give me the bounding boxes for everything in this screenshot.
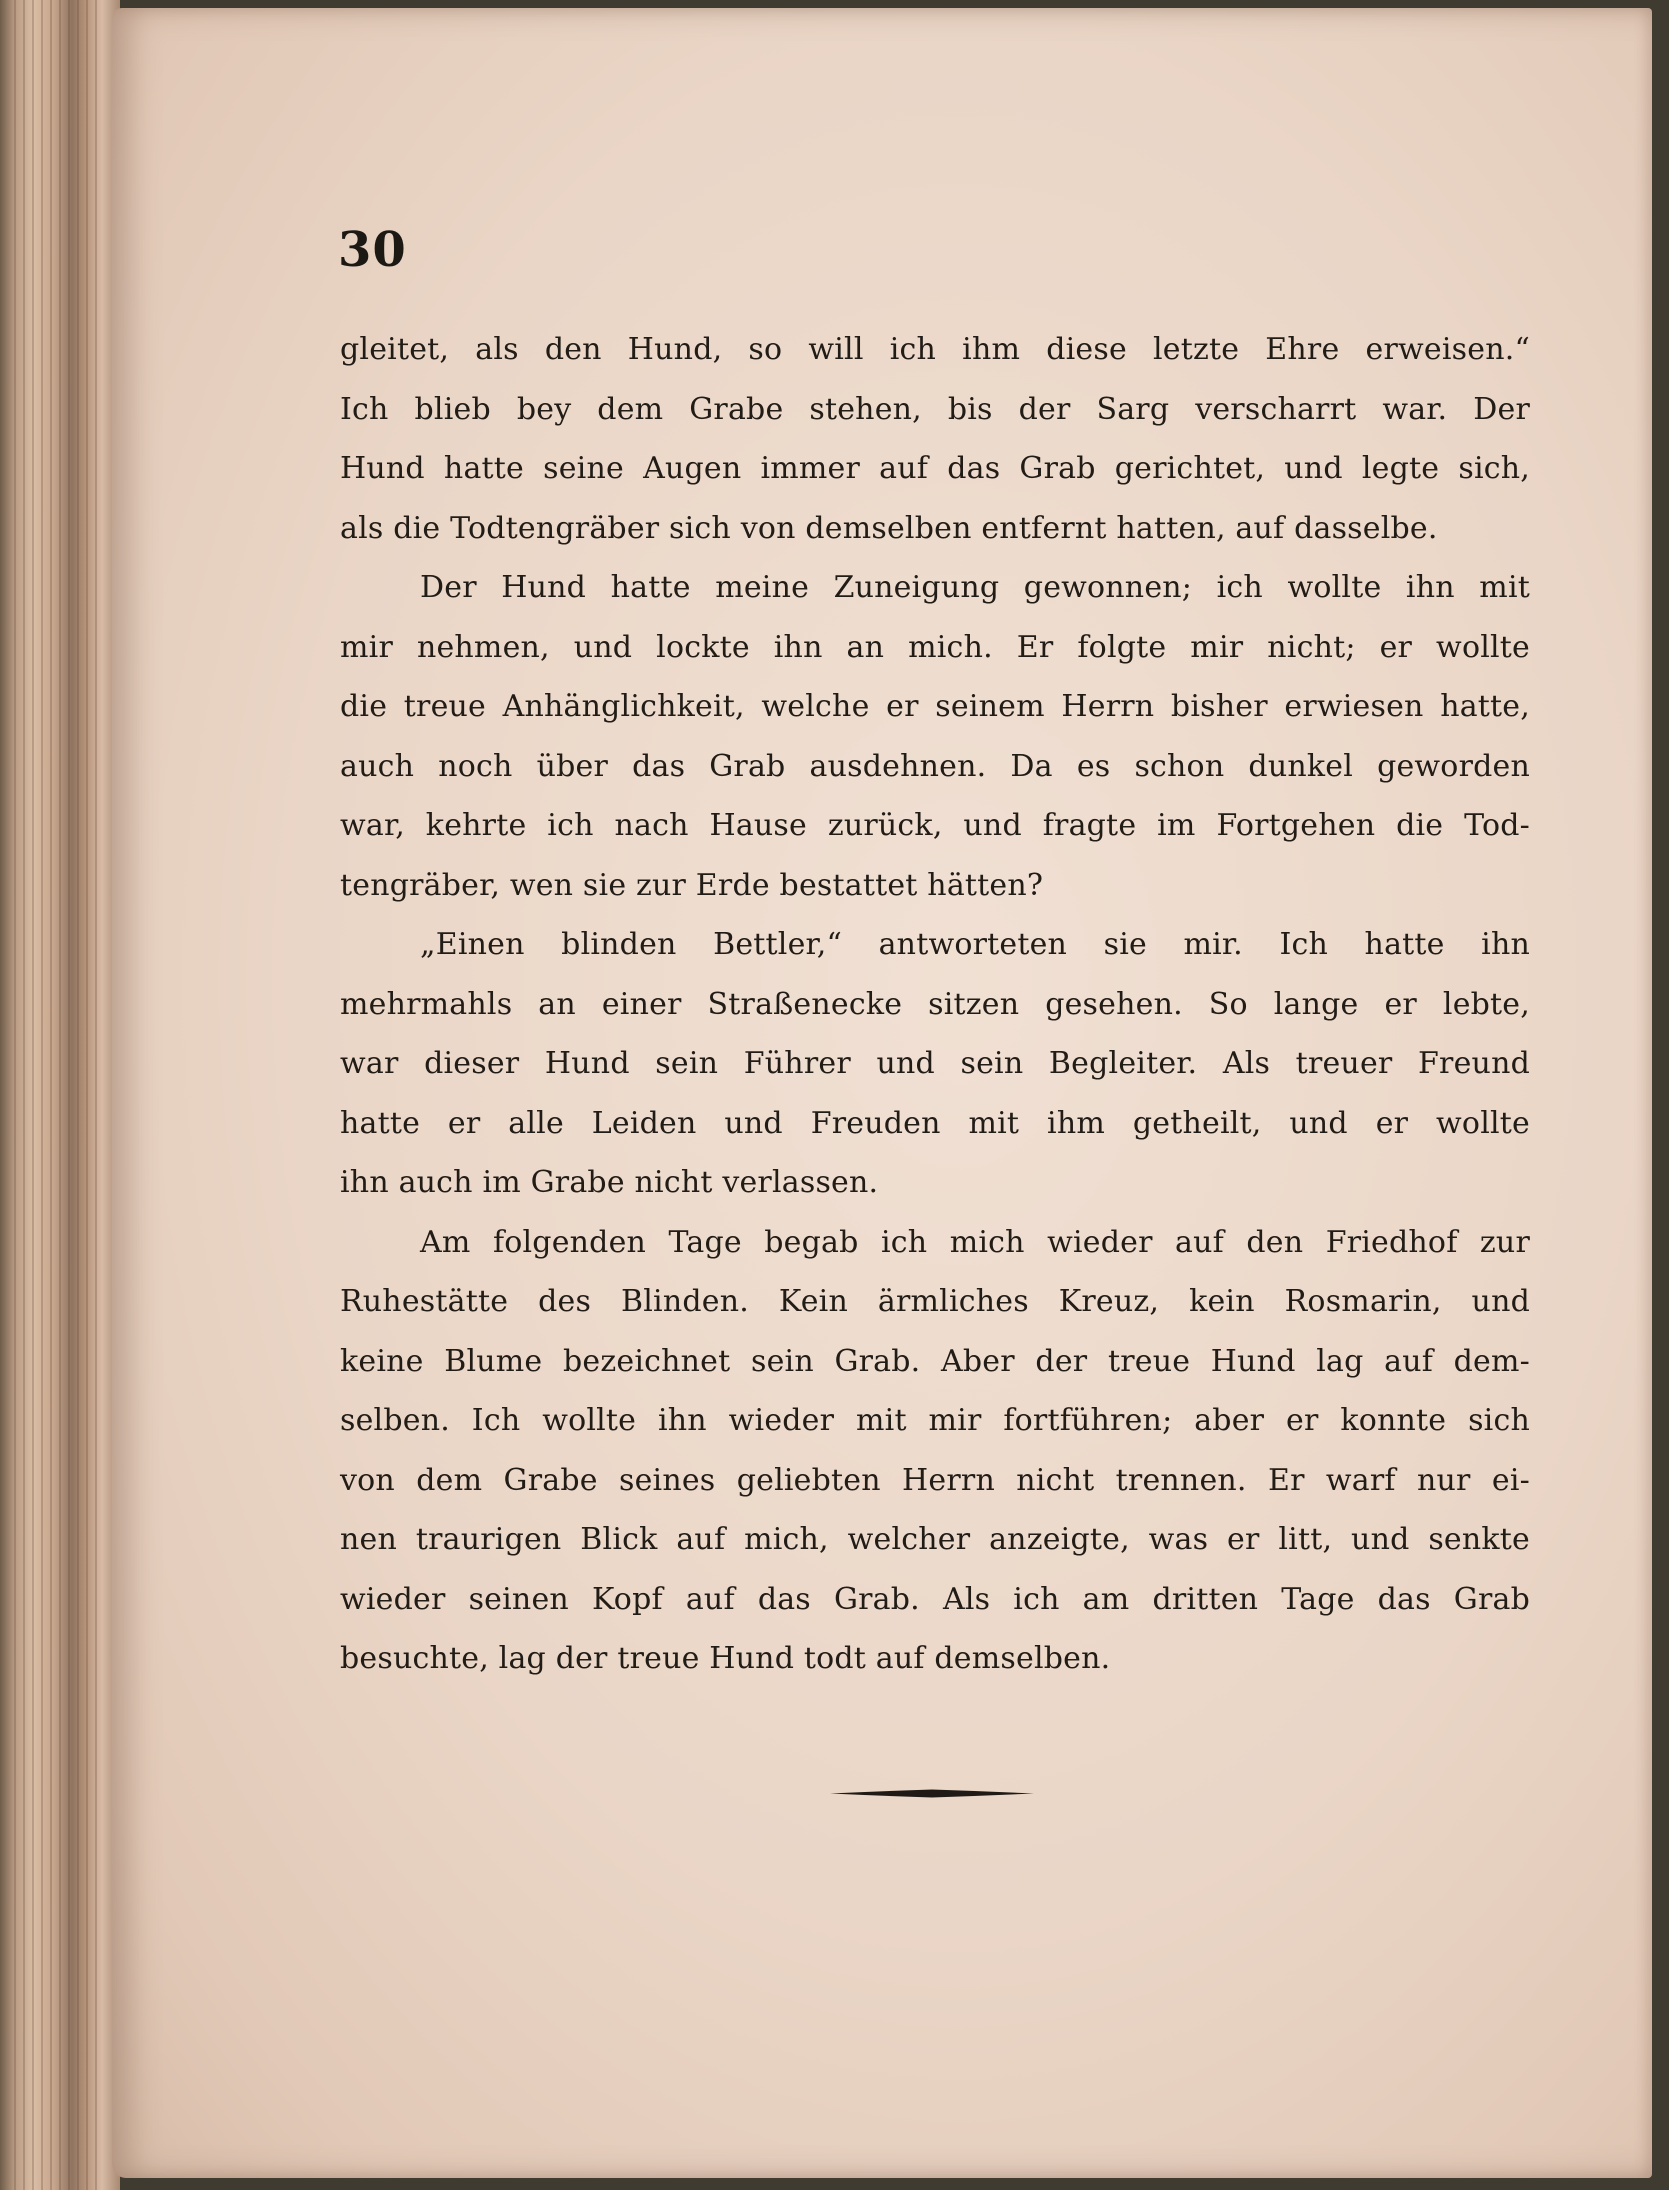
text-line: nen traurigen Blick auf mich, welcher anzeigte, was er litt, und senkte — [340, 1522, 1530, 1557]
text-line: die treue Anhänglichkeit, welche er seinem Herrn bisher erwiesen hatte, — [340, 689, 1530, 724]
text-line: auch noch über das Grab ausdehnen. Da es schon dunkel geworden — [340, 748, 1530, 784]
text-line: mir nehmen, und lockte ihn an mich. Er folgte mir nicht; er wollte — [340, 629, 1530, 665]
text-line: Ich blieb bey dem Grabe stehen, bis der Sarg verscharrt war. Der — [340, 391, 1530, 427]
page-edge-lines — [14, 0, 104, 2190]
text-line: keine Blume bezeichnet sein Grab. Aber der treue Hund lag auf dem- — [340, 1343, 1530, 1379]
text-line: Hund hatte seine Augen immer auf das Grab gerichtet, und legte sich, — [340, 451, 1530, 486]
text-line: Am folgenden Tage begab ich mich wieder auf den Friedhof zur — [420, 1224, 1530, 1260]
text-line: hatte er alle Leiden und Freuden mit ihm getheilt, und er wollte — [340, 1105, 1530, 1141]
text-line: Der Hund hatte meine Zuneigung gewonnen; ich wollte ihn mit — [420, 570, 1530, 605]
text-line: selben. Ich wollte ihn wieder mit mir fortführen; aber er konnte sich — [340, 1403, 1530, 1438]
closing-ornament-rule — [830, 1789, 1034, 1798]
body-text — [340, 320, 1530, 1689]
page-number: 30 — [338, 222, 407, 278]
text-line: als die Todtengräber sich von demselben entfernt hatten, auf dasselbe. — [340, 510, 1438, 546]
book-page-edges — [0, 0, 120, 2190]
text-line: Ruhestätte des Blinden. Kein ärmliches Kreuz, kein Rosmarin, und — [340, 1284, 1530, 1319]
text-line: gleitet, als den Hund, so will ich ihm diese letzte Ehre erweisen.“ — [340, 332, 1530, 367]
text-line: „Einen blinden Bettler,“ antworteten sie mir. Ich hatte ihn — [420, 927, 1530, 962]
text-line: besuchte, lag der treue Hund todt auf demselben. — [340, 1641, 1111, 1676]
text-line: war, kehrte ich nach Hause zurück, und fragte im Fortgehen die Tod- — [340, 808, 1530, 843]
text-line: wieder seinen Kopf auf das Grab. Als ich am dritten Tage das Grab — [340, 1581, 1530, 1617]
text-line: ihn auch im Grabe nicht verlassen. — [340, 1165, 879, 1200]
text-line: war dieser Hund sein Führer und sein Begleiter. Als treuer Freund — [340, 1046, 1530, 1081]
text-line: von dem Grabe seines geliebten Herrn nicht trennen. Er warf nur ei- — [340, 1462, 1530, 1498]
text-line: mehrmahls an einer Straßenecke sitzen gesehen. So lange er lebte, — [340, 986, 1530, 1022]
text-line: tengräber, wen sie zur Erde bestattet hätten? — [340, 867, 1044, 903]
